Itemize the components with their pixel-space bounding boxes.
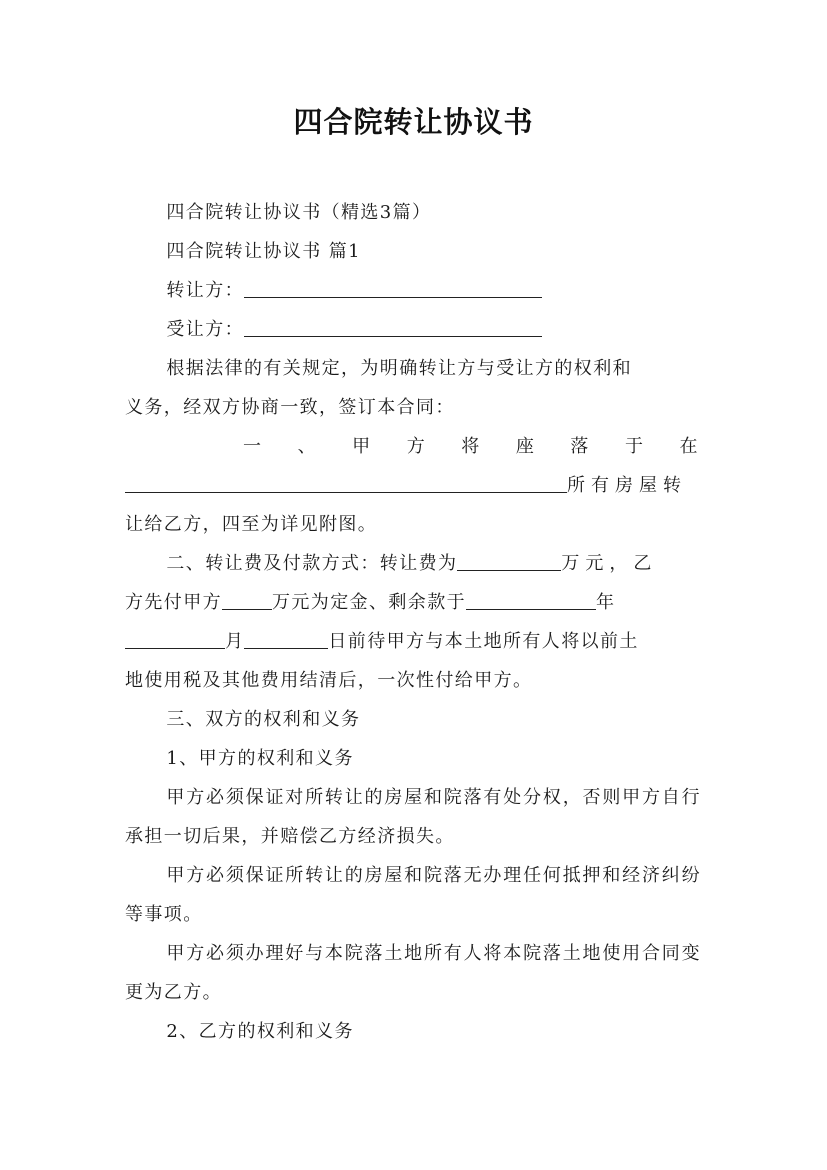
transferor-label: 转让方：	[166, 280, 244, 301]
clause2-line-3	[125, 622, 701, 661]
clause1-char: 方	[406, 436, 427, 457]
clause1-line-2	[125, 466, 701, 505]
clause2-text: 月	[225, 631, 245, 652]
transferee-blank	[244, 314, 542, 337]
year-blank	[466, 587, 596, 610]
month-blank	[125, 626, 225, 649]
clause2-line-1	[125, 544, 701, 583]
clause1-char: 、	[297, 436, 317, 457]
clause2-line-4: 地使用税及其他费用结清后，一次性付给甲方。	[125, 670, 533, 691]
clause1-char: 座	[515, 436, 536, 457]
clause1-char: 在	[679, 436, 699, 457]
clause1-char: 甲	[352, 436, 372, 457]
sub1-paragraph-3: 甲方必须办理好与本院落土地所有人将本院落土地使用合同变更为乙方。	[125, 943, 701, 1003]
sub1-paragraph-2: 甲方必须保证所转让的房屋和院落无办理任何抵押和经济纠纷等事项。	[125, 865, 701, 925]
location-blank	[125, 470, 567, 493]
clause2-text: 万元，乙	[561, 553, 658, 574]
clause1-char: 于	[624, 436, 645, 457]
clause2-text: 年	[596, 592, 616, 613]
transferor-blank	[244, 275, 542, 298]
clause2-text: 万元为定金、剩余款于	[272, 592, 466, 613]
transferee-label: 受让方：	[166, 319, 244, 340]
day-blank	[244, 626, 328, 649]
intro-line-1: 根据法律的有关规定，为明确转让方与受让方的权利和	[166, 358, 632, 379]
page-title: 四合院转让协议书	[293, 105, 534, 139]
clause3-heading: 三、双方的权利和义务	[166, 709, 361, 730]
sub2-heading: 2、乙方的权利和义务	[166, 1021, 354, 1042]
clause2-text: 二、转让费及付款方式：转让费为	[166, 553, 458, 574]
clause2-line-2	[125, 583, 701, 622]
clause2-text: 日前待甲方与本土地所有人将以前土	[328, 631, 639, 652]
transferor-line	[125, 271, 701, 310]
sub1-paragraph-1: 甲方必须保证对所转让的房屋和院落有处分权，否则甲方自行承担一切后果，并赔偿乙方经济损失。	[125, 787, 701, 847]
clause1-char: 落	[570, 436, 590, 457]
clause1-char: 一	[243, 436, 263, 457]
deposit-blank	[222, 587, 272, 610]
subtitle: 四合院转让协议书（精选3篇）	[166, 202, 432, 223]
transferee-line	[125, 310, 701, 349]
clause1-line-1	[125, 427, 701, 466]
sub1-heading: 1、甲方的权利和义务	[166, 748, 354, 769]
clause1-char: 将	[461, 436, 481, 457]
part-heading: 四合院转让协议书 篇1	[166, 241, 361, 262]
fee-blank	[457, 548, 561, 571]
clause1-line-3: 让给乙方，四至为详见附图。	[125, 514, 378, 535]
clause2-text: 方先付甲方	[125, 592, 222, 613]
intro-line-2: 义务，经双方协商一致，签订本合同：	[125, 397, 455, 418]
document-body	[125, 193, 701, 1051]
clause1-tail: 所有房屋转	[567, 475, 687, 496]
